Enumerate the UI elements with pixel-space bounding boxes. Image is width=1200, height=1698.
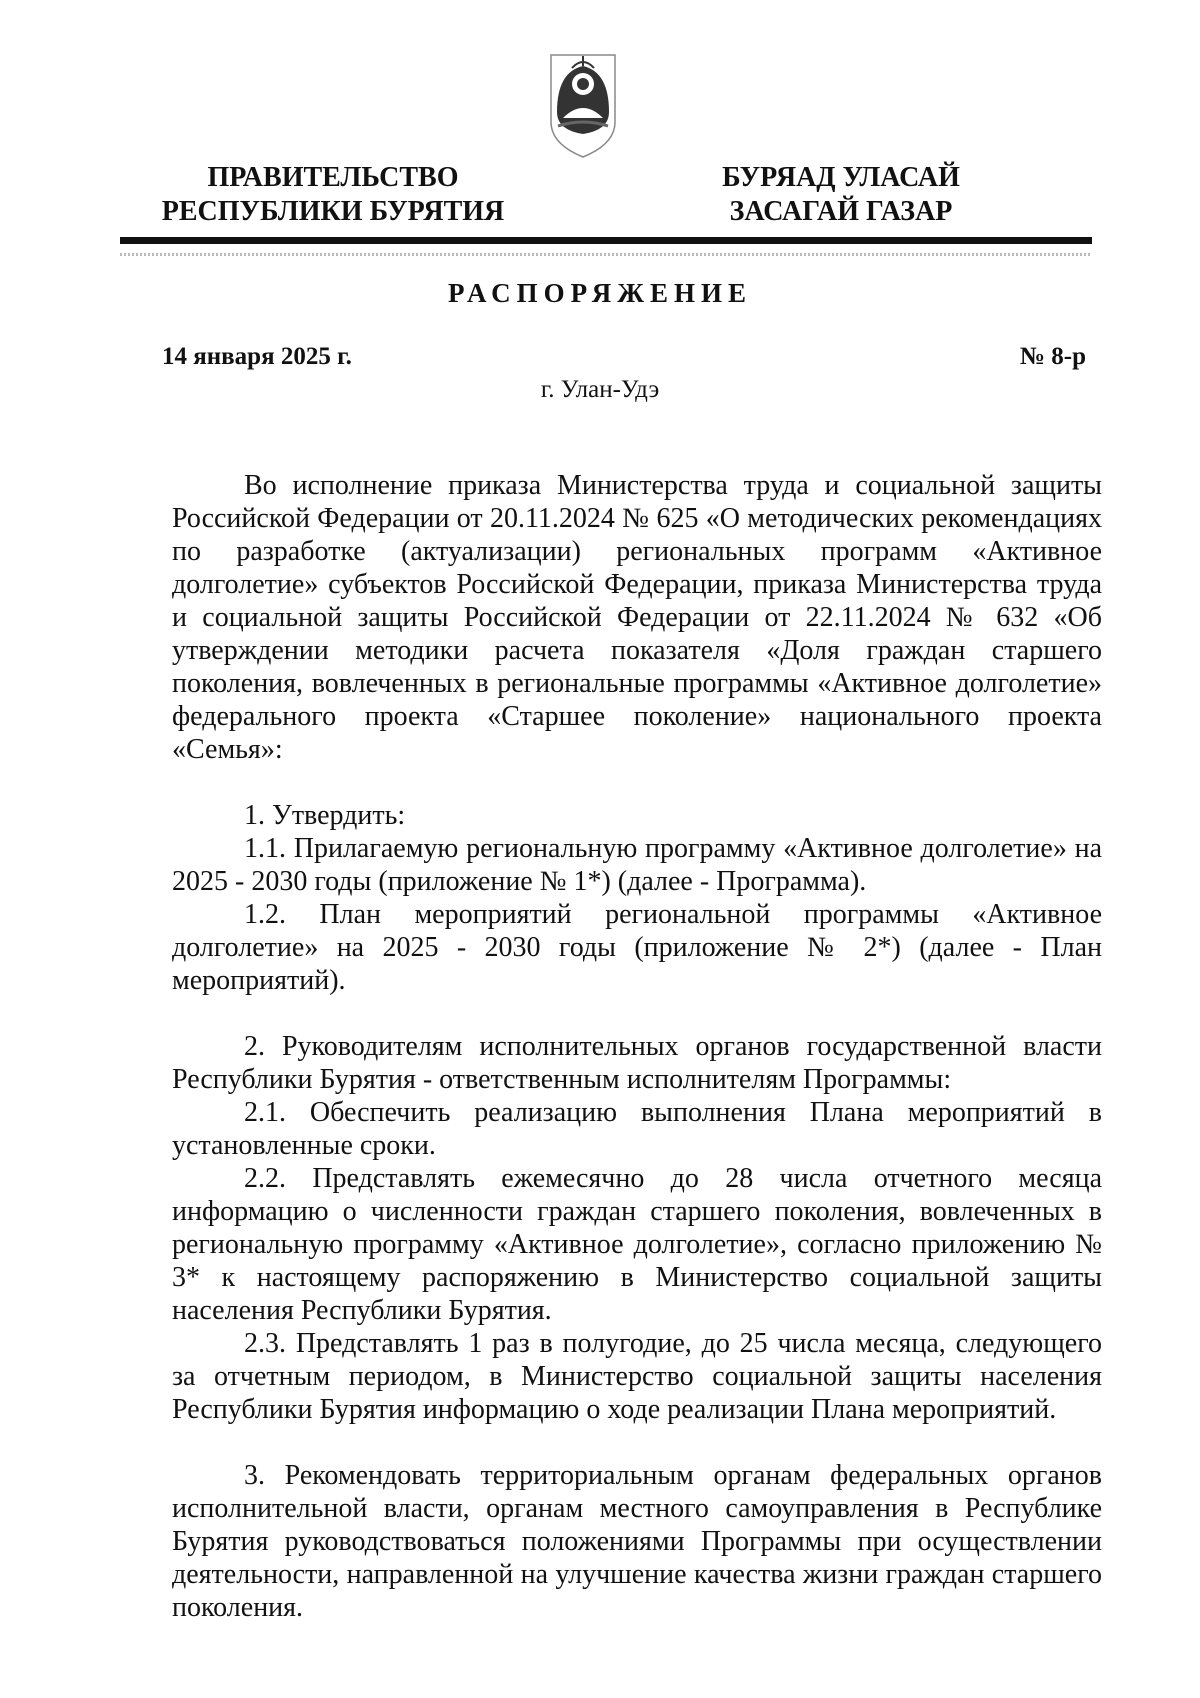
- clause-2: 2. Руководителям исполнительных органов государственной власти Республики Бурятия - ответственным исполнителям Программы:: [172, 1031, 1102, 1095]
- header-divider-thin: [120, 253, 1092, 256]
- government-name-buryat: [700, 161, 982, 229]
- clause-2-2: 2.2. Представлять ежемесячно до 28 числа отчетного месяца информацию о численности граждан старшего поколения, вовлеченных в региональную программу «Активное долголетие», согласно приложению № 3* к настоящему распоряжению в Министерство социальной защиты населения Республики Бурятия.: [172, 1163, 1102, 1326]
- header-left-line-1: ПРАВИТЕЛЬСТВО: [207, 162, 459, 193]
- header-left-line-2: РЕСПУБЛИКИ БУРЯТИЯ: [161, 196, 505, 227]
- coat-of-arms-emblem: [548, 52, 618, 160]
- clause-3: 3. Рекомендовать территориальным органам федеральных органов исполнительной власти, органам местного самоуправления в Республике Бурятия руководствоваться положениями Программы при осуществлении деятельности, направленной на улучшение качества жизни граждан старшего поколения.: [172, 1460, 1102, 1623]
- document-body: [172, 469, 1102, 1624]
- clause-1: 1. Утвердить:: [244, 800, 406, 831]
- clause-1-2: 1.2. План мероприятий региональной программы «Активное долголетие» на 2025 - 2030 годы (приложение № 2*) (далее - План мероприятий).: [172, 899, 1102, 996]
- document-number: № 8-р: [1019, 343, 1086, 370]
- header-right-line-1: БУРЯАД УЛАСАЙ: [722, 162, 960, 193]
- header-divider-thick: [120, 237, 1092, 244]
- document-date: 14 января 2025 г.: [162, 343, 352, 370]
- clause-2-1: 2.1. Обеспечить реализацию выполнения Плана мероприятий в установленные сроки.: [172, 1097, 1102, 1161]
- government-name-russian: [148, 161, 518, 229]
- preamble-paragraph: Во исполнение приказа Министерства труда и социальной защиты Российской Федерации от 20.11.2024 № 625 «О методических рекомендациях по разработке (актуализации) региональных программ «Активное долголетие» субъектов Российской Федерации, приказа Министерства труда и социальной защиты Российской Федерации от 22.11.2024 № 632 «Об утверждении методики расчета показателя «Доля граждан старшего поколения, вовлеченных в региональные программы «Активное долголетие» федерального проекта «Старшее поколение» национального проекта «Семья»:: [172, 470, 1102, 765]
- header-right-line-2: ЗАСАГАЙ ГАЗАР: [729, 196, 953, 227]
- clause-1-1: 1.1. Прилагаемую региональную программу «Активное долголетие» на 2025 - 2030 годы (приложение № 1*) (далее - Программа).: [172, 833, 1102, 897]
- document-city: г. Улан-Удэ: [540, 376, 660, 403]
- document-title: РАСПОРЯЖЕНИЕ: [447, 278, 753, 308]
- clause-2-3: 2.3. Представлять 1 раз в полугодие, до 25 числа месяца, следующего за отчетным периодом, в Министерство социальной защиты населения Республики Бурятия информацию о ходе реализации Плана мероприятий.: [172, 1328, 1102, 1425]
